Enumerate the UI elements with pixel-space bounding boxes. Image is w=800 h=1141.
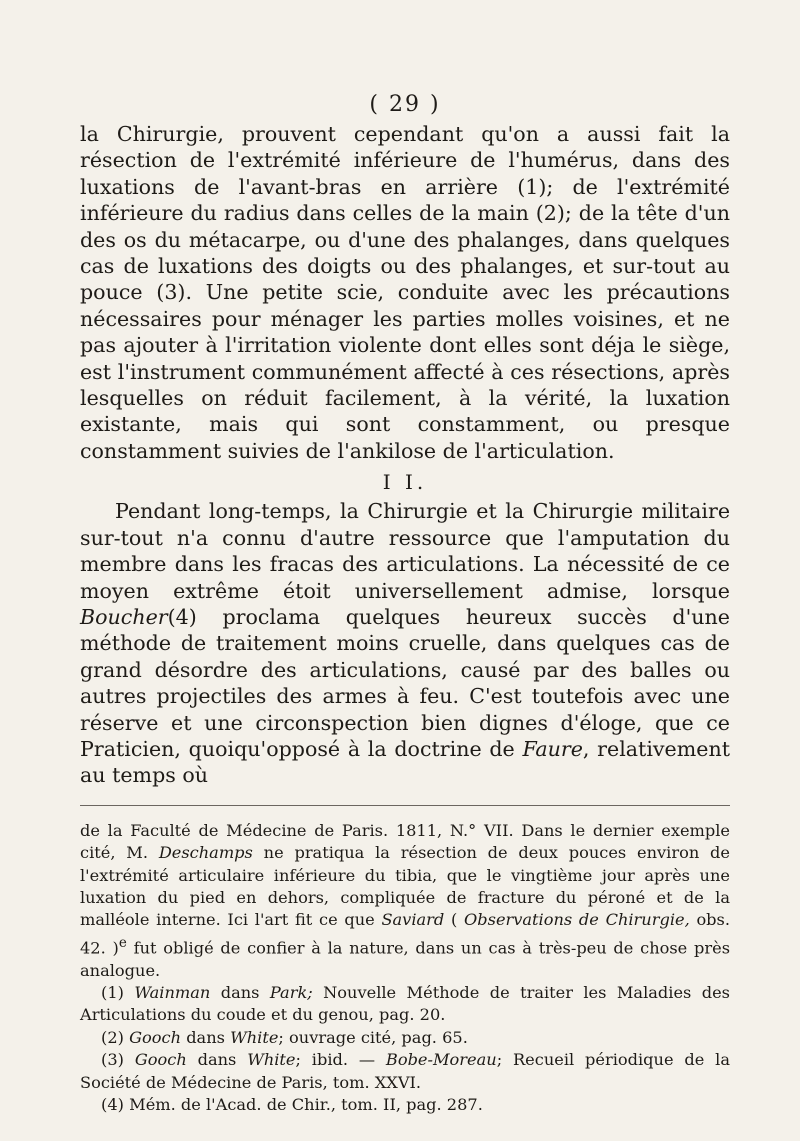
author-name: Faure [522,736,583,761]
section-number: I I. [382,470,428,495]
author-name: Boucher [80,604,168,629]
footnotes [80,820,730,1117]
page-number: ( 29 ) [369,92,441,117]
footnote-1: (1) Wainman dans Park; Nouvelle Méthode de traiter les Maladies des Articulations du coude et du genou, pag. 20. [80,982,730,1025]
footnote-4: (4) Mém. de l'Acad. de Chir., tom. II, pag. 287. [101,1095,483,1115]
footnote-continuation: de la Faculté de Médecine de Paris. 1811, N.° VII. Dans le dernier exemple cité, M. Deschamps ne pratiqua la résection de deux pouces environ de l'extrémité articulaire inférieure du tibia, que le vingtième jour après une luxation du pied en dehors, compliquée de fracture du péroné et de la malléole interne. Ici l'art fit ce que Saviard ( Observations de Chirurgie, obs. 42. )$^e$ fut obligé de confier à la nature, dans un cas à très-peu de chose près analogue. [80,820,731,980]
main-text [80,121,730,789]
footnote-divider [80,805,730,806]
paragraph-2: Pendant long-temps, la Chirurgie et la Chirurgie militaire sur-tout n'a connu d'autre ressource que l'amputation du membre dans les fracas des articulations. La nécessité de ce moyen extrême étoit universellement admise, lorsque Boucher(4) proclama quelques heureux succès d'une méthode de traitement moins cruelle, dans quelques cas de grand désordre des articulations, causé par des balles ou autres projectiles des armes à feu. C'est toutefois avec une réserve et une circonspection bien dignes d'éloge, que ce Praticien, quoiqu'opposé à la doctrine de Faure, relativement au temps où [80,499,730,788]
footnote-2: (2) Gooch dans White; ouvrage cité, pag. 65. [101,1027,468,1047]
footnote-3: (3) Gooch dans White; ibid. — Bobe-Moreau; Recueil périodique de la Société de Médecine de Paris, tom. XXVI. [80,1050,730,1092]
paragraph-1: la Chirurgie, prouvent cependant qu'on a aussi fait la résection de l'extrémité inférieure de l'humérus, dans des luxations de l'avant-bras en arrière (1); de l'extrémité inférieure du radius dans celles de la main (2); de la tête d'un des os du métacarpe, ou d'une des phalanges, dans quelques cas de luxations des doigts ou des phalanges, et sur-tout au pouce (3). Une petite scie, conduite avec les précautions nécessaires pour ménager les parties molles voisines, et ne pas ajouter à l'irritation violente dont elles sont déja le siège, est l'instrument communément affecté à ces résections, après lesquelles on réduit facilement, à la vérité, la luxation existante, mais qui sont constamment, ou presque constamment suivies de l'ankilose de l'articulation. [80,122,730,463]
